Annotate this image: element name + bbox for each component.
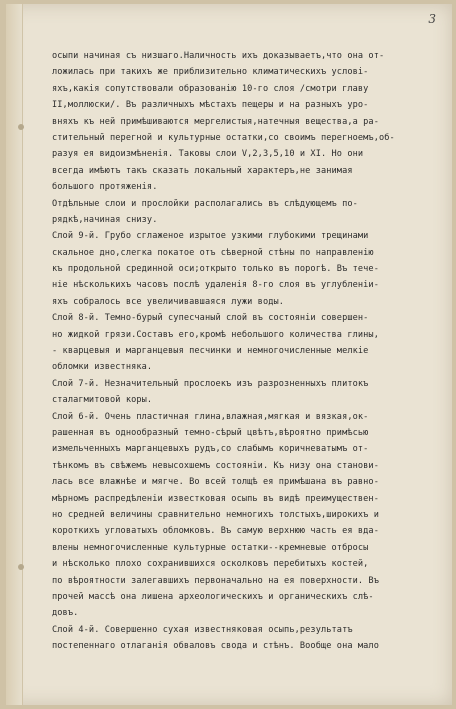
- text-line: всегда имѣютъ такъ сказать локальный характеръ,не занимая: [52, 165, 353, 176]
- text-line: но жидкой грязи.Составъ его,кромѣ небольшого количества глины,: [52, 329, 379, 340]
- text-line: Слой 9-й. Грубо сглаженое изрытое узкими глубокими трещинами: [52, 231, 369, 242]
- text-line: Слой 4-й. Совершенно сухая известняковая осыпь,результатъ: [52, 624, 353, 635]
- paragraph: [52, 196, 440, 229]
- paragraph: [52, 409, 440, 622]
- text-line: лась все влажнѣе и мягче. Во всей толщѣ ея примѣшана въ равно-: [52, 477, 379, 488]
- text-line: къ продольной срединной оси;открыто только въ порогѣ. Въ тече-: [52, 264, 379, 275]
- text-line: яхъ,какія сопутствовали образованію 10-го слоя /смотри главу: [52, 83, 369, 94]
- text-line: - кварцевыя и марганцевыя песчинки и немногочисленные мелкіе: [52, 346, 369, 357]
- paragraph: [52, 310, 440, 376]
- text-line: прочей массѣ она лишена археологическихъ и органическихъ слѣ-: [52, 591, 374, 602]
- text-line: постепеннаго отлаганія обваловъ свода и стѣнъ. Вообще она мало: [52, 641, 379, 652]
- text-line: скальное дно,слегка покатое отъ сѣверной стѣны по направленію: [52, 247, 374, 258]
- text-line: по вѣроятности залегавшихъ первоначально на ея поверхности. Въ: [52, 575, 379, 586]
- text-line: сталагмитовой коры.: [52, 395, 153, 406]
- text-line: обломки известняка.: [52, 362, 153, 373]
- paragraph: [52, 228, 440, 310]
- text-line: но средней величины сравнительно немногихъ толстыхъ,широкихъ и: [52, 509, 379, 520]
- text-line: Слой 7-й. Незначительный прослоекъ изъ разрозненныхъ плитокъ: [52, 378, 369, 389]
- page-number: 3: [428, 12, 436, 26]
- text-line: вняхъ къ ней примѣшиваются мергелистыя,натечныя вещества,а ра-: [52, 116, 379, 127]
- text-line: ложилась при такихъ же приблизительно климатическихъ услові-: [52, 67, 369, 78]
- text-line: яхъ собралось все увеличивавшаяся лужи воды.: [52, 296, 285, 307]
- paragraph: [52, 376, 440, 409]
- text-line: Слой 6-й. Очень пластичная глина,влажная,мягкая и вязкая,ок-: [52, 411, 369, 422]
- text-line: Отдѣльные слои и прослойки располагались въ слѣдующемъ по-: [52, 198, 358, 209]
- text-line: Слой 8-й. Темно-бурый супесчаный слой въ состояніи совершен-: [52, 313, 369, 324]
- text-line: ніе нѣсколькихъ часовъ послѣ удаленія 8-го слоя въ углубленіи-: [52, 280, 379, 291]
- paragraph: [52, 622, 440, 655]
- text-line: II,моллюски/. Въ различныхъ мѣстахъ пещеры и на разныхъ уро-: [52, 100, 369, 111]
- text-line: большого протяженія.: [52, 182, 158, 193]
- text-line: рядкѣ,начиная снизу.: [52, 214, 158, 225]
- text-line: осыпи начиная съ низшаго.Наличность ихъ доказываетъ,что она от-: [52, 51, 385, 61]
- text-line: стительный перегной и культурные остатки,со своимъ перегноемъ,об-: [52, 132, 395, 143]
- text-line: мѣрномъ распредѣленіи известковая осыпь въ видѣ преимуществен-: [52, 493, 379, 504]
- page-binding-edge: [6, 4, 23, 705]
- text-line: и нѣсколько плохо сохранившихся осколковъ перебитыхъ костей,: [52, 559, 369, 570]
- text-line: измельченныхъ марганцевыхъ рудъ,со слабымъ коричневатымъ от-: [52, 444, 369, 455]
- text-line: короткихъ угловатыхъ обломковъ. Въ самую верхнюю часть ея вда-: [52, 526, 379, 537]
- text-line: влены немногочисленные культурные остатки--кремневые отбросы: [52, 542, 369, 553]
- document-page: [6, 4, 452, 705]
- document-body: [52, 48, 440, 654]
- text-line: рашенная въ однообразный темно-сѣрый цвѣтъ,вѣроятно примѣсью: [52, 427, 369, 438]
- text-line: тѣнкомъ въ свѣжемъ невысохшемъ состояніи. Къ низу она станови-: [52, 460, 379, 471]
- binding-hole: [18, 564, 24, 570]
- text-line: довъ.: [52, 608, 79, 619]
- paragraph: [52, 48, 440, 196]
- text-line: разуя ея видоизмѣненія. Таковы слои V,2,3,5,10 и XI. Но они: [52, 149, 364, 160]
- binding-hole: [18, 124, 24, 130]
